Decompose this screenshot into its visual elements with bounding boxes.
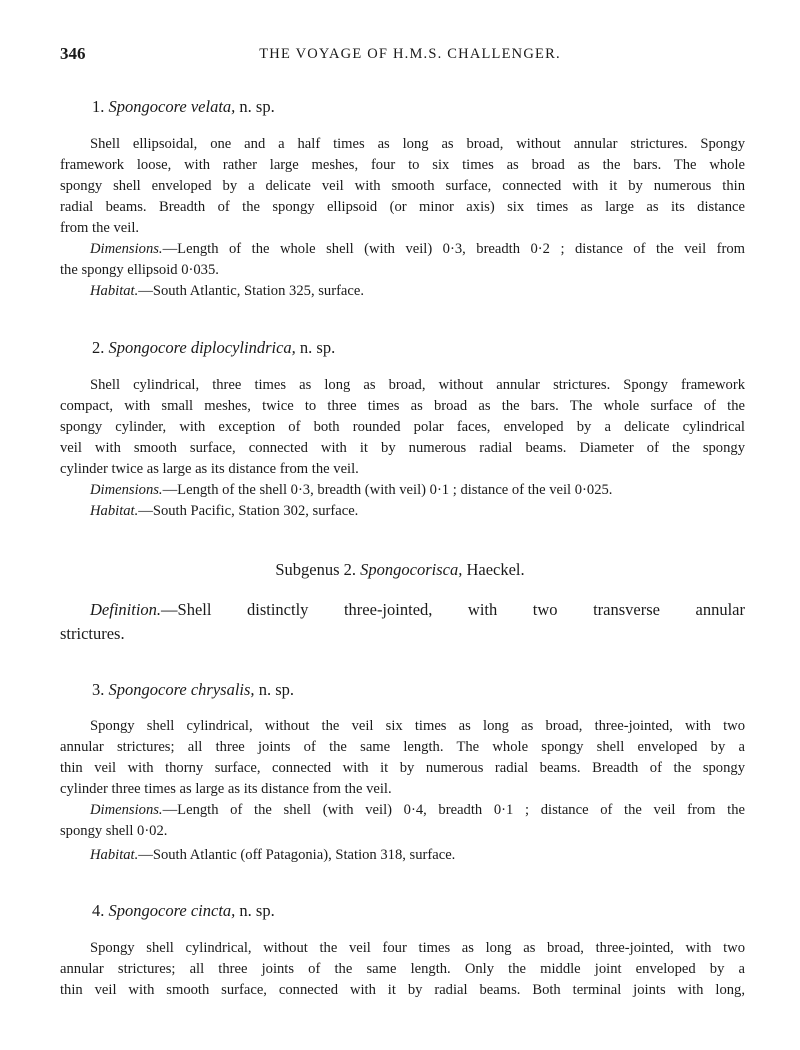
habitat-text: —South Atlantic, Station 325, surface. (138, 283, 365, 299)
species-genus: Spongocore (108, 338, 187, 357)
habitat-label: Habitat. (90, 283, 139, 299)
description-line: annular strictures; all three joints of the same length. The whole spongy shell enveloped by a (60, 739, 745, 755)
dimensions-text: —Length of the shell 0·3, breadth (with veil) 0·1 ; distance of the veil 0·025. (162, 482, 613, 498)
definition-text: —Shell distinctly three-jointed, with two transverse annular (161, 600, 745, 619)
description-line: thin veil with thorny surface, connected with it by numerous radial beams. Breadth of the spongy (60, 760, 745, 776)
description-line: thin veil with smooth surface, connected with it by radial beams. Both terminal joints with long, (60, 982, 745, 998)
description-line: radial beams. Breadth of the spongy ellipsoid (or minor axis) six times as large as its distance (60, 199, 745, 215)
subgenus-heading (0, 560, 800, 580)
species-3-dimensions (60, 800, 760, 842)
habitat-text: —South Atlantic (off Patagonia), Station 318, surface. (138, 847, 456, 863)
species-suffix: n. sp. (239, 97, 275, 116)
species-epithet: chrysalis, (190, 680, 255, 699)
species-epithet: diplocylindrica, (190, 338, 296, 357)
dimensions-label: Dimensions. (90, 482, 163, 498)
running-title: THE VOYAGE OF H.M.S. CHALLENGER. (259, 46, 561, 62)
species-suffix: n. sp. (239, 901, 275, 920)
description-line: cylinder twice as large as its distance from the veil. (60, 461, 359, 477)
species-heading-1 (92, 97, 275, 117)
subgenus-definition (60, 598, 745, 646)
species-3-description (60, 716, 745, 800)
species-number: 2. (92, 338, 105, 357)
species-2-habitat (90, 501, 790, 522)
page-header (60, 44, 760, 68)
description-line: cylinder three times as large as its distance from the veil. (60, 781, 392, 797)
subgenus-name: Spongocorisca, (360, 560, 463, 579)
page-number: 346 (60, 44, 86, 63)
description-line: framework loose, with rather large meshes, four to six times as broad as the bars. The whole (60, 157, 745, 173)
species-suffix: n. sp. (299, 338, 336, 357)
subgenus-author: Haeckel. (466, 560, 525, 579)
species-genus: Spongocore (108, 680, 187, 699)
definition-text: strictures. (60, 624, 125, 643)
description-line: Shell cylindrical, three times as long as broad, without annular strictures. Spongy framework (90, 377, 745, 393)
description-line: from the veil. (60, 220, 140, 236)
description-line: spongy shell enveloped by a delicate veil with smooth surface, connected with it by numerous thin (60, 178, 745, 194)
species-1-description (60, 134, 745, 239)
species-4-description (60, 938, 745, 1001)
description-line: Shell ellipsoidal, one and a half times as long as broad, without annular strictures. Spongy (90, 136, 745, 152)
species-2-dimensions (90, 480, 790, 501)
species-1-habitat (90, 281, 790, 302)
description-line: Spongy shell cylindrical, without the veil four times as long as broad, three-jointed, with two (90, 940, 745, 956)
species-genus: Spongocore (108, 97, 187, 116)
definition-label: Definition. (90, 600, 162, 619)
species-number: 1. (92, 97, 105, 116)
dimensions-label: Dimensions. (90, 802, 163, 818)
species-suffix: n. sp. (258, 680, 294, 699)
species-heading-2 (92, 338, 335, 358)
species-number: 4. (92, 901, 105, 920)
species-heading-3 (92, 680, 294, 700)
habitat-text: —South Pacific, Station 302, surface. (138, 503, 359, 519)
subgenus-prefix: Subgenus 2. (275, 560, 357, 579)
description-line: spongy cylinder, with exception of both rounded polar faces, enveloped by a delicate cylindrical (60, 419, 745, 435)
species-3-habitat (90, 845, 790, 866)
habitat-label: Habitat. (90, 503, 139, 519)
habitat-label: Habitat. (90, 847, 139, 863)
dimensions-text: —Length of the whole shell (with veil) 0·3, breadth 0·2 ; distance of the veil from (162, 241, 745, 257)
species-epithet: velata, (190, 97, 236, 116)
dimensions-text: —Length of the shell (with veil) 0·4, breadth 0·1 ; distance of the veil from the (162, 802, 745, 818)
species-2-description (60, 375, 745, 480)
species-1-dimensions (60, 239, 760, 281)
species-genus: Spongocore (108, 901, 187, 920)
description-line: Spongy shell cylindrical, without the veil six times as long as broad, three-jointed, with two (90, 718, 745, 734)
description-line: annular strictures; all three joints of the same length. Only the middle joint enveloped by a (60, 961, 745, 977)
description-line: veil with smooth surface, connected with it by numerous radial beams. Diameter of the spongy (60, 440, 745, 456)
dimensions-text: the spongy ellipsoid 0·035. (60, 262, 219, 278)
species-number: 3. (92, 680, 105, 699)
species-epithet: cincta, (190, 901, 236, 920)
description-line: compact, with small meshes, twice to three times as broad as the bars. The whole surface of the (60, 398, 745, 414)
dimensions-text: spongy shell 0·02. (60, 823, 168, 839)
dimensions-label: Dimensions. (90, 241, 163, 257)
species-heading-4 (92, 901, 275, 921)
